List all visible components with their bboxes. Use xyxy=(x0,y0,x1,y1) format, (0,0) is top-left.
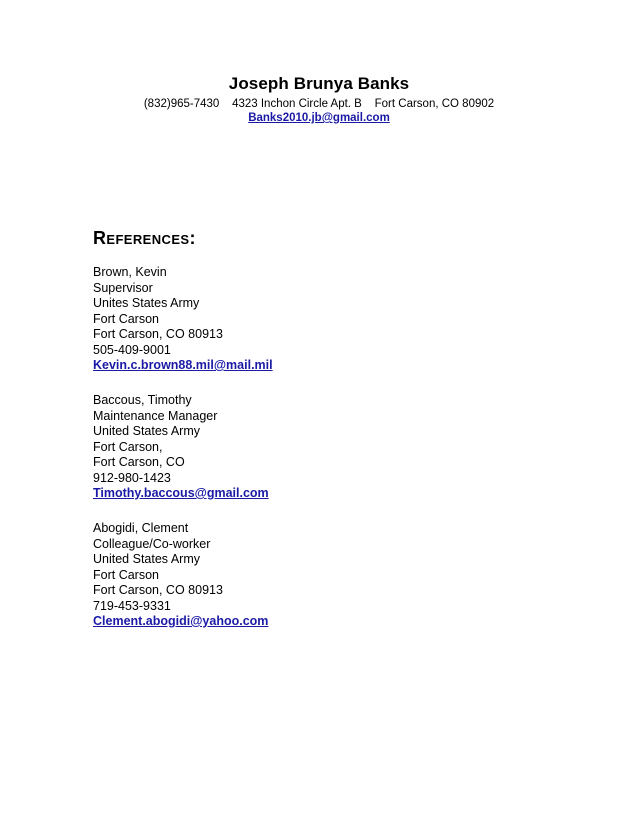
reference-name: Brown, Kevin xyxy=(93,265,167,279)
reference-title: Maintenance Manager xyxy=(93,408,218,423)
reference-city-state: Fort Carson, CO 80913 xyxy=(93,583,223,597)
header-email-link[interactable]: Banks2010.jb@gmail.com xyxy=(248,112,390,124)
reference-name: Baccous, Timothy xyxy=(93,393,192,407)
reference-organization: Unites States Army xyxy=(93,296,200,310)
header-email-container xyxy=(0,112,638,124)
reference-entry xyxy=(93,521,268,630)
reference-title: Colleague/Co-worker xyxy=(93,536,211,551)
reference-title: Supervisor xyxy=(93,280,153,295)
reference-email-link[interactable]: Timothy.baccous@gmail.com xyxy=(93,486,269,500)
contact-line: (832)965-7430 4323 Inchon Circle Apt. B Fort Carson, CO 80902 xyxy=(143,98,495,110)
reference-email-link[interactable]: Clement.abogidi@yahoo.com xyxy=(93,614,269,628)
reference-email-link[interactable]: Kevin.c.brown88.mil@mail.mil xyxy=(93,358,273,372)
applicant-name: Joseph Brunya Banks xyxy=(228,74,410,93)
reference-phone: 719-453-9331 xyxy=(93,598,171,613)
reference-organization: United States Army xyxy=(93,424,200,438)
reference-entry xyxy=(93,265,273,374)
reference-phone: 912-980-1423 xyxy=(93,470,171,485)
references-heading: References: xyxy=(93,228,196,248)
reference-name: Abogidi, Clement xyxy=(93,521,189,535)
reference-phone: 505-409-9001 xyxy=(93,342,171,357)
reference-organization: United States Army xyxy=(93,552,200,566)
reference-location: Fort Carson xyxy=(93,567,159,582)
reference-entry xyxy=(93,393,269,502)
reference-location: Fort Carson xyxy=(93,311,159,326)
reference-city-state: Fort Carson, CO 80913 xyxy=(93,327,223,341)
reference-city-state: Fort Carson, CO xyxy=(93,455,185,469)
reference-location: Fort Carson, xyxy=(93,439,163,454)
